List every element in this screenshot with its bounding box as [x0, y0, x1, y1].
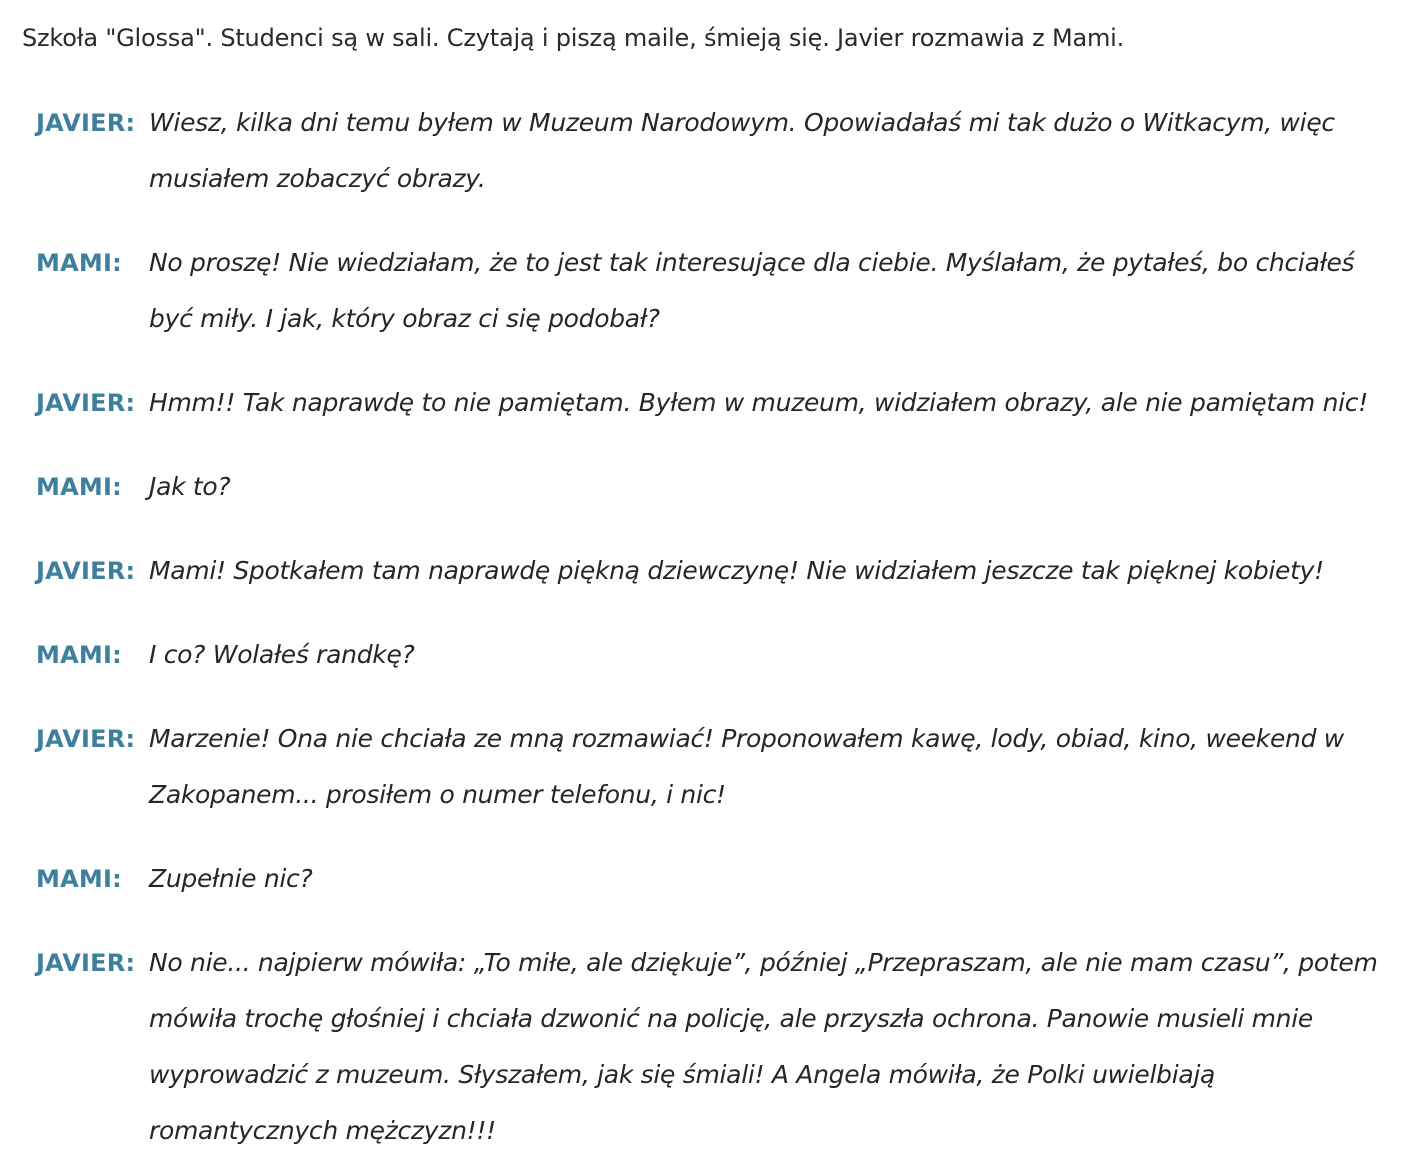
speaker-label: JAVIER: [36, 389, 136, 417]
speaker-label: MAMI: [36, 473, 122, 501]
speaker-label: JAVIER: [36, 725, 136, 753]
dialogue-line: No nie... najpierw mówiła: „To miłe, ale dziękuje”, później „Przepraszam, ale nie mam czasu”, potem mówiła trochę głośniej i chciała dzwonić na policję, ale przyszła ochrona. Panowie musieli mnie wyprowadzić z muzeum. Słyszałem, jak się śmiali! A Angela mówiła, że Polki uwielbiają romantycznych mężczyzn!!! [149, 948, 1378, 1145]
dialogue-turn [22, 235, 1410, 347]
speaker-label: JAVIER: [36, 109, 136, 137]
dialogue-line: Mami! Spotkałem tam naprawdę piękną dziewczynę! Nie widziałem jeszcze tak pięknej kobiety! [149, 556, 1324, 585]
speaker-label: MAMI: [36, 249, 122, 277]
dialogue-line: Wiesz, kilka dni temu byłem w Muzeum Narodowym. Opowiadałaś mi tak dużo o Witkacym, więc musiałem zobaczyć obrazy. [149, 108, 1335, 193]
scene-description: Szkoła "Glossa". Studenci są w sali. Czytają i piszą maile, śmieją się. Javier rozmawia z Mami. [22, 24, 1125, 52]
dialogue-turn [22, 851, 1410, 907]
dialogue-line: Zupełnie nic? [149, 864, 313, 893]
dialogue-line: Jak to? [149, 472, 231, 501]
speaker-label: JAVIER: [36, 557, 136, 585]
dialogue-line: No proszę! Nie wiedziałam, że to jest tak interesujące dla ciebie. Myślałam, że pytałeś, bo chciałeś być miły. I jak, który obraz ci się podobał? [149, 248, 1355, 333]
dialogue-line: Hmm!! Tak naprawdę to nie pamiętam. Byłem w muzeum, widziałem obrazy, ale nie pamiętam nic! [149, 388, 1368, 417]
dialogue-turn [22, 711, 1410, 823]
speaker-label: JAVIER: [36, 949, 136, 977]
dialogue [22, 95, 1410, 1159]
dialogue-turn [22, 543, 1410, 599]
dialogue-turn [22, 935, 1410, 1159]
dialogue-line: Marzenie! Ona nie chciała ze mną rozmawiać! Proponowałem kawę, lody, obiad, kino, weekend w Zakopanem... prosiłem o numer telefonu, i nic! [149, 724, 1344, 809]
dialogue-turn [22, 459, 1410, 515]
dialogue-turn [22, 95, 1410, 207]
dialogue-turn [22, 375, 1410, 431]
dialogue-line: I co? Wolałeś randkę? [149, 640, 415, 669]
speaker-label: MAMI: [36, 641, 122, 669]
dialogue-turn [22, 627, 1410, 683]
speaker-label: MAMI: [36, 865, 122, 893]
